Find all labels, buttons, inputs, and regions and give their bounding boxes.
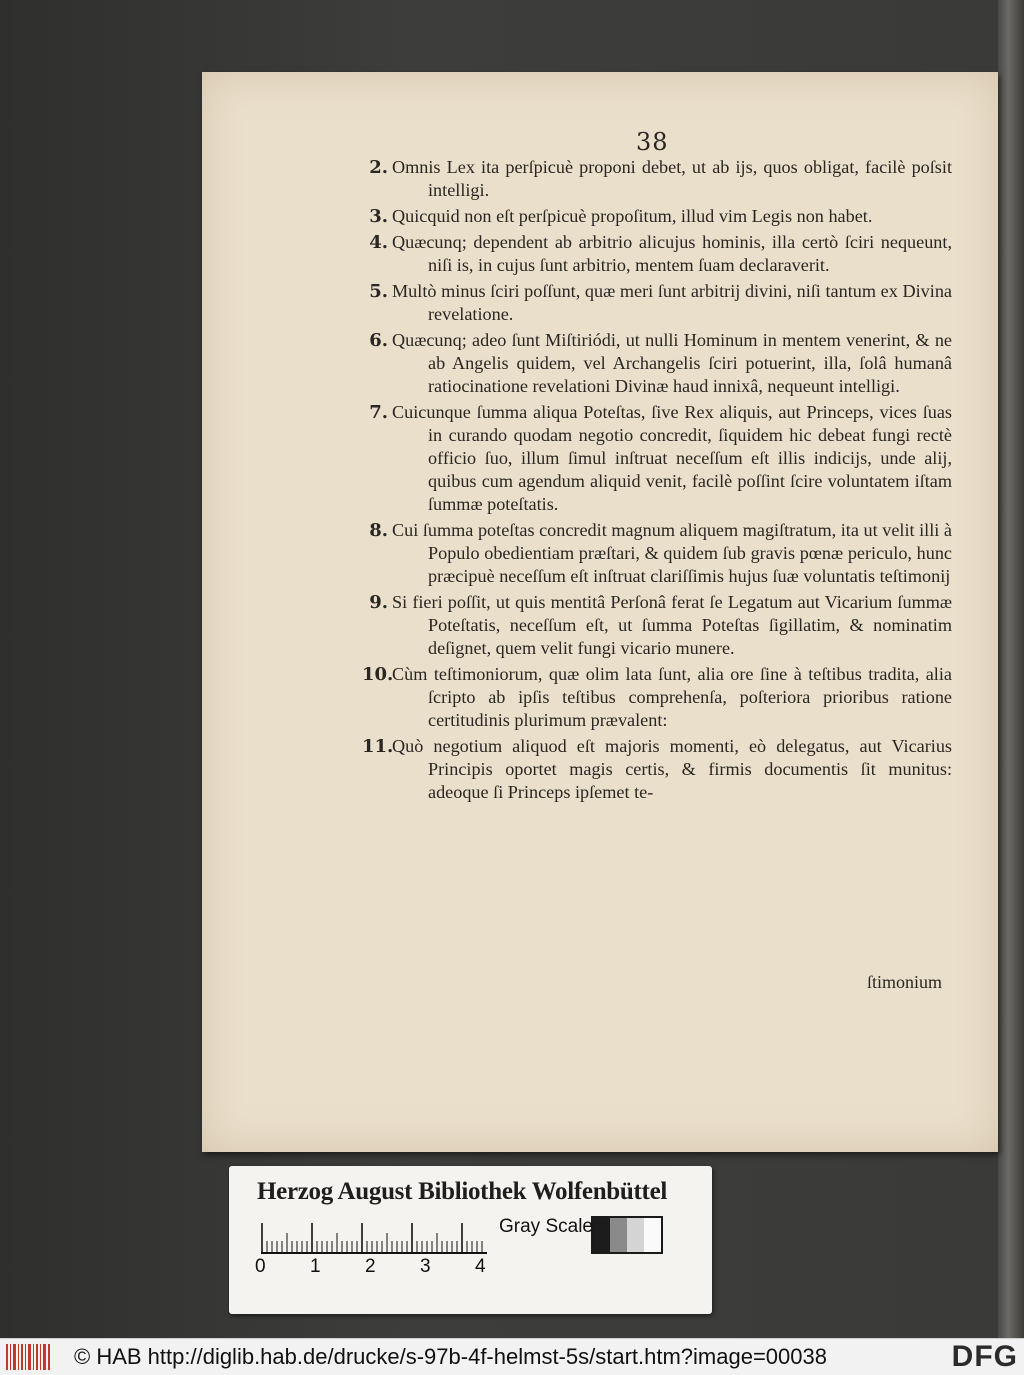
paragraph-number: 11. bbox=[362, 736, 394, 757]
paragraph-text: Quæcunq; dependent ab arbitrio alicujus hominis, illa certò ſciri nequeunt, niſi is, in cujus ſunt arbitrio, mentem ſuam declaraverit. bbox=[392, 232, 952, 275]
grayscale-swatches bbox=[591, 1216, 663, 1254]
grayscale-swatch bbox=[610, 1218, 627, 1252]
paragraph bbox=[369, 280, 952, 326]
paragraph-number: 9. bbox=[369, 592, 388, 613]
centimeter-ruler bbox=[261, 1220, 487, 1254]
paragraph-text: Cui ſumma poteſtas concredit magnum aliquem magiſtratum, ita ut velit illi à Populo obedientiam præſtari, & quidem ſub gravis pœnæ periculo, hunc præcipuè neceſſum eſt inſtruat clariſſimis hujus ſuæ voluntatis teſtimonij bbox=[392, 520, 952, 586]
grayscale-swatch bbox=[627, 1218, 644, 1252]
viewer-footer bbox=[0, 1338, 1024, 1375]
paragraph bbox=[362, 735, 952, 804]
paragraph-number: 4. bbox=[369, 232, 388, 253]
paragraph bbox=[369, 231, 952, 277]
paragraph-text: Multò minus ſciri poſſunt, quæ meri ſunt arbitrij divini, niſi tantum ex Divina revelatione. bbox=[392, 281, 952, 324]
paragraph-text: Cùm teſtimoniorum, quæ olim lata ſunt, alia ore ſine à teſtibus tradita, alia ſcripto ab ipſis teſtibus comprehenſa, poſteriora prioribus ratione certitudinis plurimum prævalent: bbox=[392, 664, 952, 730]
barcode-icon bbox=[6, 1344, 50, 1370]
paragraph bbox=[369, 329, 952, 398]
catchword: ſtimonium bbox=[866, 972, 942, 992]
ruler-number: 2 bbox=[365, 1256, 376, 1277]
paragraph bbox=[369, 205, 952, 228]
grayscale-label: Gray Scale bbox=[499, 1216, 593, 1237]
paragraph-number: 10. bbox=[362, 664, 394, 685]
paragraph-text: Omnis Lex ita perſpicuè proponi debet, ut ab ijs, quos obligat, facilè poſsit intelligi. bbox=[392, 157, 952, 200]
paragraph-number: 5. bbox=[369, 281, 388, 302]
dfg-logo: DFG bbox=[951, 1340, 1018, 1373]
library-label-card bbox=[229, 1166, 712, 1314]
library-name: Herzog August Bibliothek Wolfenbüttel bbox=[257, 1178, 668, 1205]
ruler-number: 3 bbox=[420, 1256, 431, 1277]
book-page bbox=[202, 72, 998, 1152]
paragraph-text: Quicquid non eſt perſpicuè propoſitum, illud vim Legis non habet. bbox=[392, 206, 873, 226]
page-number: 38 bbox=[636, 128, 669, 156]
paragraph-text: Cuicunque ſumma aliqua Poteſtas, ſive Rex aliquis, aut Princeps, vices ſuas in curando quodam negotio concredit, ſiquidem hic debeat fungi rectè officio ſuo, illum ſimul inſtruat neceſſum eſt illis indicijs, unde alij, quibus cum agendum aliquid venit, facilè poſſint ſcire voluntatem iſtam ſummæ poteſtatis. bbox=[392, 402, 952, 514]
paragraph bbox=[369, 156, 952, 202]
paragraph-number: 7. bbox=[369, 402, 388, 423]
ruler-number: 0 bbox=[255, 1256, 266, 1277]
paragraph-number: 3. bbox=[369, 206, 388, 227]
paragraph bbox=[369, 591, 952, 660]
paragraph-text: Si fieri poſſit, ut quis mentitâ Perſonâ ferat ſe Legatum aut Vicarium ſummæ Poteſtatis, neceſſum eſt, ut ſumma Poteſtas ſigillatim, & nominatim deſignet, quem velit fungi vicario munere. bbox=[392, 592, 952, 658]
paragraph bbox=[369, 519, 952, 588]
paragraph-number: 8. bbox=[369, 520, 388, 541]
paragraph bbox=[369, 401, 952, 516]
paragraph-number: 6. bbox=[369, 330, 388, 351]
paragraph bbox=[362, 663, 952, 732]
grayscale-swatch bbox=[644, 1218, 661, 1252]
source-url[interactable]: © HAB http://diglib.hab.de/drucke/s-97b-4f-helmst-5s/start.htm?image=00038 bbox=[74, 1344, 827, 1369]
paragraph-text: Quò negotium aliquod eſt majoris momenti, eò delegatus, aut Vicarius Principis oportet magis certis, & firmis documentis ſit munitus: adeoque ſi Princeps ipſemet te- bbox=[392, 736, 952, 802]
grayscale-swatch bbox=[593, 1218, 610, 1252]
ruler-number: 4 bbox=[475, 1256, 486, 1277]
paragraph-list bbox=[362, 156, 952, 807]
paragraph-text: Quæcunq; adeo ſunt Miſtiriódi, ut nulli Hominum in mentem venerint, & ne ab Angelis quidem, vel Archangelis ſciri potuerint, illa, ſolâ humanâ ratiocinatione revelationi Divinæ haud innixâ, nequeunt intelligi. bbox=[392, 330, 952, 396]
book-board-edge bbox=[998, 0, 1024, 1338]
ruler-number: 1 bbox=[310, 1256, 321, 1277]
paragraph-number: 2. bbox=[369, 157, 388, 178]
